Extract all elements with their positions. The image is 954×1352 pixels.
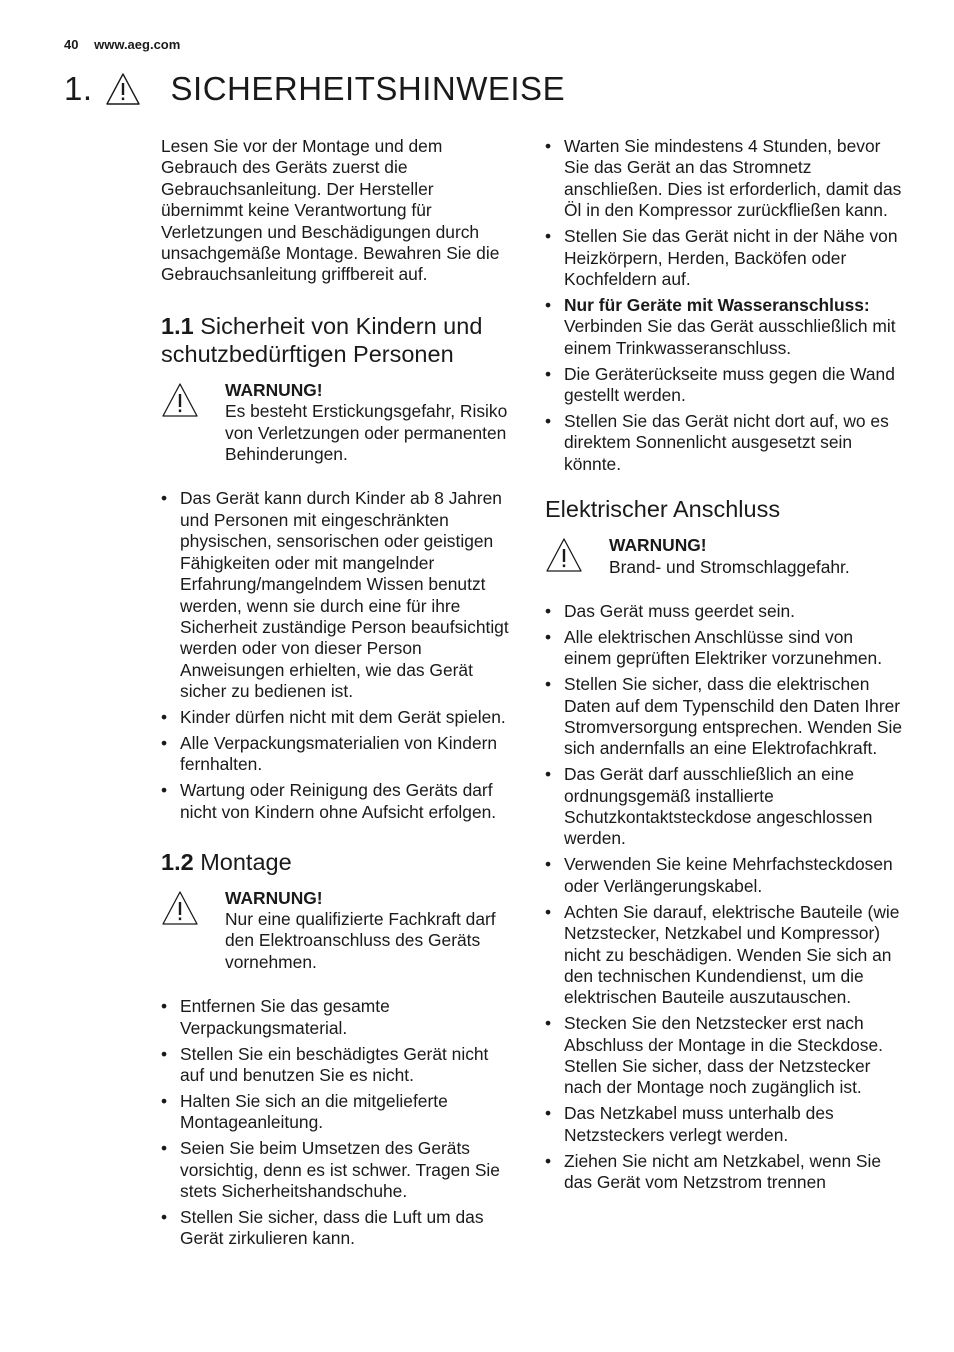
section-1-1-number: 1.1 — [161, 312, 194, 339]
electrical-heading: Elektrischer Anschluss — [545, 496, 781, 523]
warning-box-electrical — [545, 535, 905, 578]
warning-text: Es besteht Erstickungsgefahr, Risiko von Verletzungen oder permanenten Behinderungen. — [225, 401, 508, 465]
right-column — [545, 136, 905, 1198]
list-item: • Entfernen Sie das gesamte Verpackungsmaterial. — [161, 996, 517, 1039]
warning-triangle-icon — [545, 537, 583, 573]
warning-box-children — [161, 380, 517, 466]
list-item: • Seien Sie beim Umsetzen des Geräts vorsichtig, denn es ist schwer. Tragen Sie stets Sicherheitshandschuhe. — [161, 1138, 517, 1202]
list-item: • Alle Verpackungsmaterialien von Kindern fernhalten. — [161, 733, 517, 776]
list-item: • Stellen Sie ein beschädigtes Gerät nicht auf und benutzen Sie es nicht. — [161, 1044, 517, 1087]
warning-label: WARNUNG! — [225, 379, 323, 400]
list-item: • Halten Sie sich an die mitgelieferte Montageanleitung. — [161, 1091, 517, 1134]
warning-text: Nur eine qualifizierte Fachkraft darf den Elektroanschluss des Geräts vornehmen. — [225, 908, 496, 972]
warning-triangle-icon — [105, 72, 141, 106]
montage-continued-list — [545, 136, 905, 475]
page-title — [64, 66, 565, 112]
list-item: • Stecken Sie den Netzstecker erst nach Abschluss der Montage in die Steckdose. Stellen Sie sicher, dass der Netzstecker nach der Montage noch zugänglich ist. — [545, 1013, 905, 1099]
section-1-1-heading — [161, 312, 517, 368]
intro-paragraph: Lesen Sie vor der Montage und dem Gebrauch des Geräts zuerst die Gebrauchsanleitung. Der Hersteller übernimmt keine Verantwortung für Verletzungen und Beschädigungen durch unsachgemäße Montage. Bewahren Sie die Gebrauchsanleitung griffbereit auf. — [161, 136, 500, 285]
section-1-2-title: Montage — [200, 848, 292, 875]
warning-triangle-icon — [161, 382, 199, 418]
list-item: • Die Geräterückseite muss gegen die Wand gestellt werden. — [545, 364, 905, 407]
list-item: • Kinder dürfen nicht mit dem Gerät spielen. — [161, 707, 517, 728]
list-item: • Stellen Sie das Gerät nicht in der Nähe von Heizkörpern, Herden, Backöfen oder Kochfeldern auf. — [545, 226, 905, 290]
list-item: • Stellen Sie das Gerät nicht dort auf, wo es direktem Sonnenlicht ausgesetzt sein könnte. — [545, 411, 905, 475]
warning-label: WARNUNG! — [609, 535, 707, 556]
warning-box-montage — [161, 888, 517, 974]
list-item: • Das Netzkabel muss unterhalb des Netzsteckers verlegt werden. — [545, 1103, 905, 1146]
water-text: Verbinden Sie das Gerät ausschließlich mit einem Trinkwasseranschluss. — [564, 316, 896, 358]
section-1-2-number: 1.2 — [161, 848, 194, 875]
list-item: • Verwenden Sie keine Mehrfachsteckdosen oder Verlängerungskabel. — [545, 854, 905, 897]
warning-label: WARNUNG! — [225, 887, 323, 908]
montage-list — [161, 996, 517, 1249]
children-safety-list — [161, 488, 517, 823]
list-item: • Wartung oder Reinigung des Geräts darf nicht von Kindern ohne Aufsicht erfolgen. — [161, 780, 517, 823]
page-header — [64, 37, 180, 52]
list-item: • Warten Sie mindestens 4 Stunden, bevor Sie das Gerät an das Stromnetz anschließen. Dies ist erforderlich, damit das Öl in den Kompressor zurückfließen kann. — [545, 136, 905, 222]
warning-triangle-icon — [161, 890, 199, 926]
title-number: 1. — [64, 70, 93, 107]
section-1-2-heading — [161, 848, 517, 876]
left-column — [161, 136, 517, 1254]
section-1-1-title: Sicherheit von Kindern und schutzbedürftigen Personen — [161, 312, 483, 367]
warning-text: Brand- und Stromschlaggefahr. — [609, 556, 850, 577]
page-number: 40 — [64, 37, 79, 52]
list-item: • Stellen Sie sicher, dass die Luft um das Gerät zirkulieren kann. — [161, 1207, 517, 1250]
list-item: • Das Gerät kann durch Kinder ab 8 Jahren und Personen mit eingeschränkten physischen, sensorischen oder geistigen Fähigkeiten oder mit mangelnder Erfahrung/mangelndem Wissen benutzt werden, wenn sie durch eine für ihre Sicherheit zuständige Person beaufsichtigt werden oder von dieser Person Anweisungen erhielten, wie das Gerät sicher zu bedienen ist. — [161, 488, 517, 702]
list-item: • Ziehen Sie nicht am Netzkabel, wenn Sie das Gerät vom Netzstrom trennen — [545, 1151, 905, 1194]
list-item: • Das Gerät darf ausschließlich an eine ordnungsgemäß installierte Schutzkontaktsteckdose angeschlossen werden. — [545, 764, 905, 850]
list-item: • Alle elektrischen Anschlüsse sind von einem geprüften Elektriker vorzunehmen. — [545, 627, 905, 670]
list-item: • Das Gerät muss geerdet sein. — [545, 601, 905, 622]
list-item-water — [545, 295, 905, 359]
header-url: www.aeg.com — [94, 37, 181, 52]
water-bold-label: Nur für Geräte mit Wasseranschluss: — [564, 294, 870, 315]
list-item: • Stellen Sie sicher, dass die elektrischen Daten auf dem Typenschild den Daten Ihrer Stromversorgung entsprechen. Wenden Sie sich andernfalls an eine Elektrofachkraft. — [545, 674, 905, 760]
title-text: SICHERHEITSHINWEISE — [170, 70, 566, 107]
electrical-list — [545, 601, 905, 1194]
list-item: • Achten Sie darauf, elektrische Bauteile (wie Netzstecker, Netzkabel und Kompressor) nicht zu beschädigen. Wenden Sie sich an den technischen Kundendienst, um die elektrischen Bauteile auszutauschen. — [545, 902, 905, 1009]
